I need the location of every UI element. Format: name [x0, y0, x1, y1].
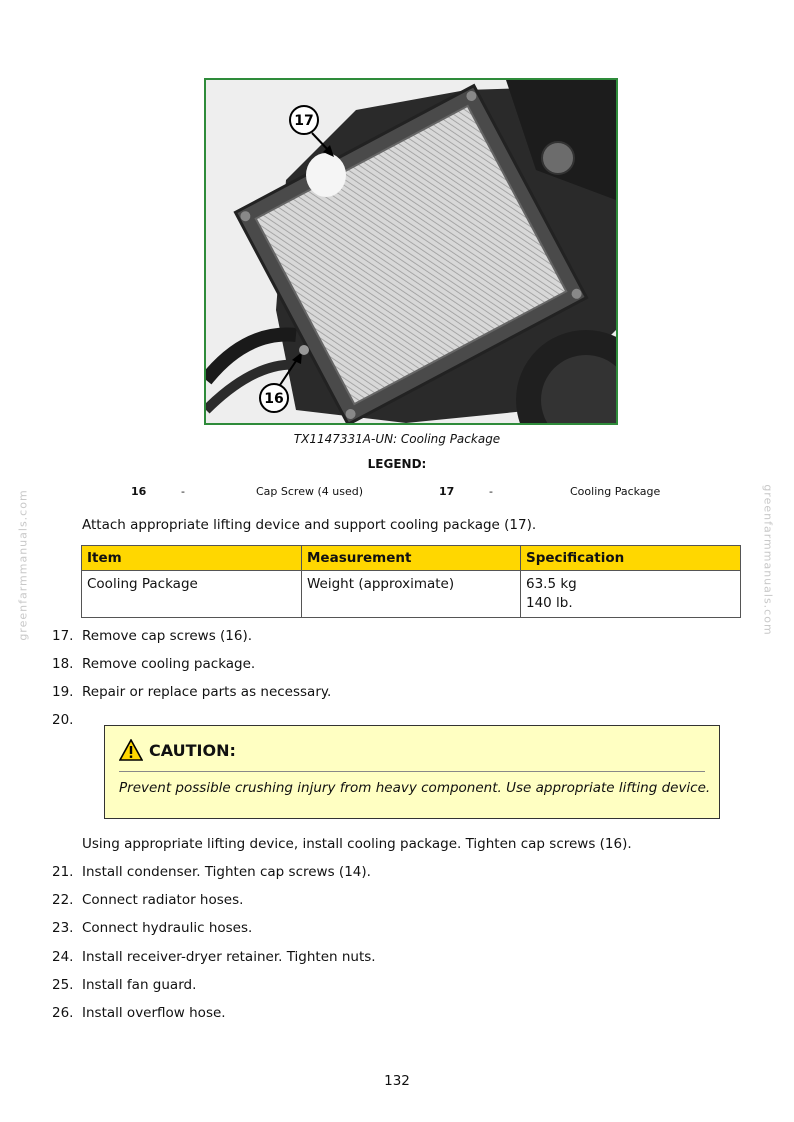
figure-caption: TX1147331A-UN: Cooling Package — [293, 432, 501, 446]
step-text: Install receiver-dryer retainer. Tighten nuts. — [82, 949, 376, 965]
step-text: Remove cooling package. — [82, 656, 256, 672]
step-text: Remove cap screws (16). — [82, 628, 253, 644]
step-text: Repair or replace parts as necessary. — [82, 684, 332, 700]
caution-text: Prevent possible crushing injury from heavy component. Use appropriate lifting device. — [119, 780, 711, 796]
step-19 — [52, 684, 331, 700]
step-21 — [52, 864, 371, 880]
spec-cell-measurement: Weight (approximate) — [302, 571, 521, 618]
cooling-package-photo — [206, 80, 616, 423]
warning-triangle-icon — [119, 739, 143, 761]
step-23 — [52, 920, 252, 936]
table-row — [82, 571, 741, 618]
spec-value-metric: 63.5 kg — [526, 576, 577, 592]
spec-value-imperial: 140 lb. — [526, 595, 573, 611]
caution-box — [104, 725, 720, 819]
step-24 — [52, 949, 376, 965]
step-number: 25. — [52, 977, 74, 993]
step-18 — [52, 656, 255, 672]
install-paragraph: Using appropriate lifting device, install cooling package. Tighten cap screws (16). — [82, 836, 632, 852]
step-number: 17. — [52, 628, 74, 644]
caution-divider — [119, 771, 705, 772]
spec-header-measurement: Measurement — [302, 546, 521, 571]
step-number: 20. — [52, 712, 74, 728]
step-text: Install overflow hose. — [82, 1005, 226, 1021]
legend-title: LEGEND: — [367, 457, 427, 471]
cooling-package-figure — [204, 78, 618, 425]
spec-cell-item: Cooling Package — [82, 571, 302, 618]
legend-item-17-number: 17 — [439, 485, 455, 498]
legend-item-16-number: 16 — [131, 485, 147, 498]
step-text: Connect hydraulic hoses. — [82, 920, 253, 936]
step-number: 26. — [52, 1005, 74, 1021]
step-22 — [52, 892, 243, 908]
legend-item-17-dash: - — [489, 485, 493, 498]
watermark-left: greenfarmmanuals.com — [16, 489, 30, 641]
step-number: 18. — [52, 656, 74, 672]
step-number: 21. — [52, 864, 74, 880]
callout-17: 17 — [294, 113, 314, 129]
spec-table — [81, 545, 741, 618]
caution-title: CAUTION: — [149, 740, 236, 760]
callout-16: 16 — [264, 391, 284, 407]
page-number: 132 — [384, 1073, 410, 1089]
step-number: 23. — [52, 920, 74, 936]
spec-header-item: Item — [82, 546, 302, 571]
step-20 — [52, 712, 82, 728]
legend-item-16-dash: - — [181, 485, 185, 498]
step-17 — [52, 628, 252, 644]
intro-paragraph: Attach appropriate lifting device and support cooling package (17). — [82, 517, 537, 533]
step-number: 19. — [52, 684, 74, 700]
spec-cell-specification — [521, 571, 741, 618]
watermark-right: greenfarmmanuals.com — [761, 484, 775, 636]
step-26 — [52, 1005, 226, 1021]
caution-header — [119, 739, 236, 761]
legend-item-16-label: Cap Screw (4 used) — [256, 485, 364, 498]
step-text: Install fan guard. — [82, 977, 197, 993]
step-25 — [52, 977, 196, 993]
spec-header-specification: Specification — [521, 546, 741, 571]
step-text: Install condenser. Tighten cap screws (14). — [82, 864, 371, 880]
legend-item-17-label: Cooling Package — [570, 485, 661, 498]
step-number: 24. — [52, 949, 74, 965]
step-text: Connect radiator hoses. — [82, 892, 244, 908]
step-number: 22. — [52, 892, 74, 908]
